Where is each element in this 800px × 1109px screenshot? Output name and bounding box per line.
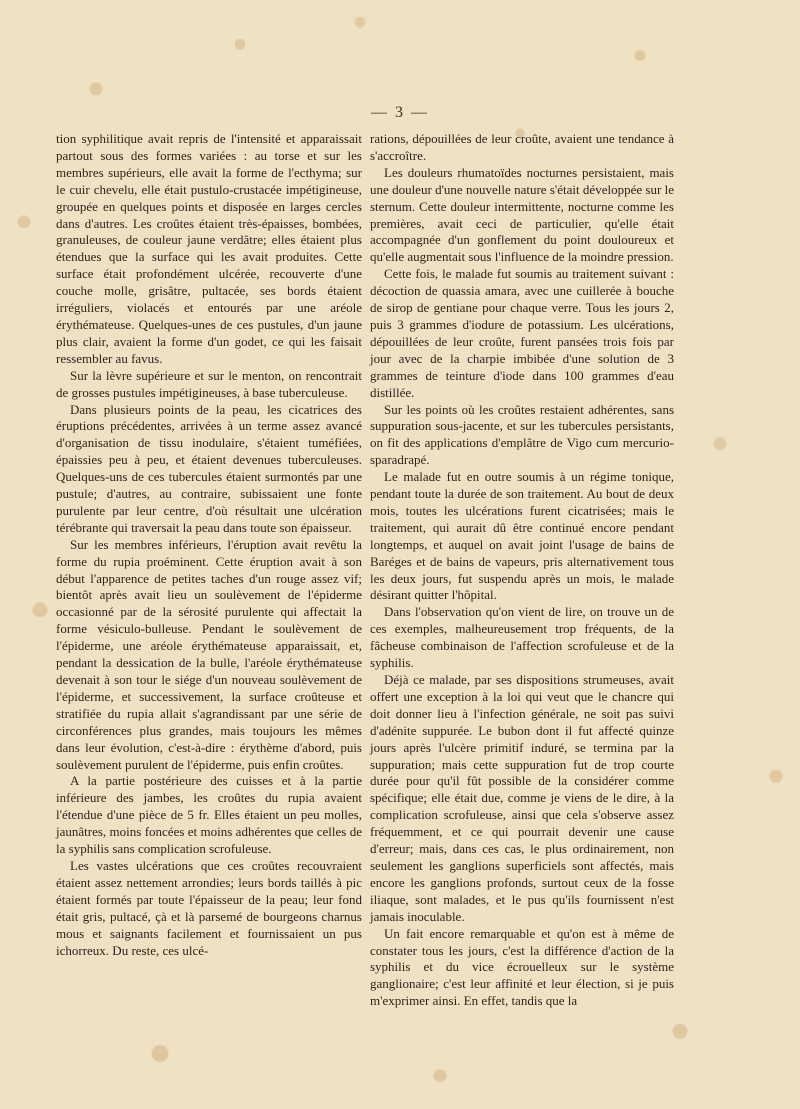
paragraph: Déjà ce malade, par ses dispositions strumeuses, avait offert une exception à la loi qui veut que le chancre qui doit donner lieu à l'infection générale, ne soit pas suivi d'adénite suppurée. Le bubon dont il fut affecté quinze jours après l'ulcère primitif induré, se termina par la suppuration; mais cette suppuration fut de trop courte durée pour qu'il fût possible de la considérer comme spécifique; elle était due, comme je viens de le dire, à la complication scrofuleuse, ainsi que cela s'observe assez fréquemment, et ce qui pourrait devenir une cause d'erreur; mais, dans ces cas, le plus ordinairement, non seulement les ganglions superficiels sont affectés, mais encore les ganglions profonds, surtout ceux de la fosse iliaque, sont malades, et le pus qu'ils fournissent n'est jamais inoculable. — [370, 672, 674, 924]
paragraph: Les vastes ulcérations que ces croûtes recouvraient étaient assez nettement arrondies; leurs bords taillés à pic étaient formés par toute l'épaisseur de la peau; leur fond était gris, pultacé, çà et là parsemé de bourgeons charnus mous et saignants facilement et fournissaient un pus ichorreux. Du reste, ces ulcé- — [56, 857, 362, 958]
paragraph: Les douleurs rhumatoïdes nocturnes persistaient, mais une douleur d'une nouvelle nature s'était développée sur le sternum. Cette douleur intermittente, nocturne comme les premières, avait ceci de particulier, qu'elle était accompagnée d'un gonflement du point douloureux et qu'elle augmentait sous l'influence de la moindre pression. — [370, 164, 674, 265]
paragraph: Cette fois, le malade fut soumis au traitement suivant : décoction de quassia amara, avec une cuillerée à bouche de sirop de gentiane pour chaque verre. Tous les jours 2, puis 3 grammes d'iodure de potassium. Les ulcérations, dépouillées de leur croûte, furent pansées trois fois par jour avec de la charpie imbibée d'une solution de 3 grammes de teinture d'iode dans 100 grammes d'eau distillée. — [370, 266, 674, 400]
paragraph: Le malade fut en outre soumis à un régime tonique, pendant toute la durée de son traitement. Au bout de deux mois, toutes les ulcérations furent cicatrisées; mais le traitement, qui aurait dû être continué encore pendant longtemps, et auquel on avait joint l'usage de bains de Baréges et de bains de vapeurs, pris alternativement tous les deux jours, fut suspendu après un mois, le malade désirant quitter l'hôpital. — [370, 469, 674, 603]
paragraph: Un fait encore remarquable et qu'on est à même de constater tous les jours, c'est la différence d'action de la syphilis et du vice écrouelleux sur le système ganglionaire; c'est leur affinité et leur élection, si je puis m'exprimer ainsi. En effet, tandis que la — [370, 925, 674, 1009]
paragraph: Sur la lèvre supérieure et sur le menton, on rencontrait de grosses pustules impétigineuses, à base tuberculeuse. — [56, 367, 362, 400]
paragraph: A la partie postérieure des cuisses et à la partie inférieure des jambes, les croûtes du rupia avaient l'étendue d'une pièce de 5 fr. Elles étaient un peu molles, jaunâtres, moins foncées et moins adhérentes que celles de la syphilis sans complication scrofuleuse. — [56, 773, 362, 857]
paragraph: Dans l'observation qu'on vient de lire, on trouve un de ces exemples, malheureusement trop fréquents, de la fâcheuse combinaison de l'affection scrofuleuse et de la syphilis. — [370, 604, 674, 671]
paragraph: Sur les points où les croûtes restaient adhérentes, sans suppuration sous-jacente, et sur les tubercules persistants, on fit des applications d'emplâtre de Vigo cum mercurio-sparadrapé. — [370, 401, 674, 468]
paragraph: tion syphilitique avait repris de l'intensité et apparaissait partout sous des formes variées : au torse et sur les membres supérieurs, elle avait la forme de l'ecthyma; sur le cuir chevelu, elle était pustulo-crustacée impétigineuse, groupée en quelques points et disposée en larges cercles dans d'autres. Les croûtes étaient très-épaisses, bombées, granuleuses, de couleur jaune verdâtre; elles étaient plus étendues que la surface qui les avait produites. Cette surface était profondément ulcérée, recouverte d'une couche molle, grisâtre, pultacée, ses bords étaient irréguliers, violacés et entourés par une aréole érythémateuse. Quelques-unes de ces pustules, d'un jaune plus clair, avaient la forme d'un godet, ce qui les faisait ressembler au favus. — [56, 131, 362, 366]
paragraph: Dans plusieurs points de la peau, les cicatrices des éruptions précédentes, arrivées à un terme assez avancé d'organisation de tissu inodulaire, s'étaient tuméfiées, épaissies peu à peu, et étaient devenues tuberculeuses. Quelques-uns de ces tubercules étaient surmontés par une pustule; d'autres, au contraire, subissaient une fonte purulente par leur centre, d'où résultait une ulcération térébrante qui traversait la peau dans toute son épaisseur. — [56, 401, 362, 535]
page-number: — 3 — — [371, 104, 429, 121]
right-column — [370, 131, 674, 1010]
left-column — [56, 131, 362, 959]
paragraph: rations, dépouillées de leur croûte, avaient une tendance à s'accroître. — [370, 131, 674, 163]
paragraph: Sur les membres inférieurs, l'éruption avait revêtu la forme du rupia proéminent. Cette éruption avait à son début l'apparence de petites taches d'un rouge assez vif; bientôt après avait lieu un soulèvement de l'épiderme occasionné par de la sérosité purulente qui affectait la forme vésiculo-bulleuse. Pendant le soulèvement de l'épiderme, une aréole érythémateuse apparaissait, et, pendant la dessication de la bulle, l'aréole érythémateuse devenait à son tour le siége d'un nouveau soulèvement de l'épiderme, et successivement, la surface croûteuse et stratifiée du rupia allait s'agrandissant par une série de circonférences plus grandes, mais toujours les mêmes dans leur évolution, c'est-à-dire : érythème d'abord, puis soulèvement purulent de l'épiderme, puis enfin croûtes. — [56, 536, 362, 772]
